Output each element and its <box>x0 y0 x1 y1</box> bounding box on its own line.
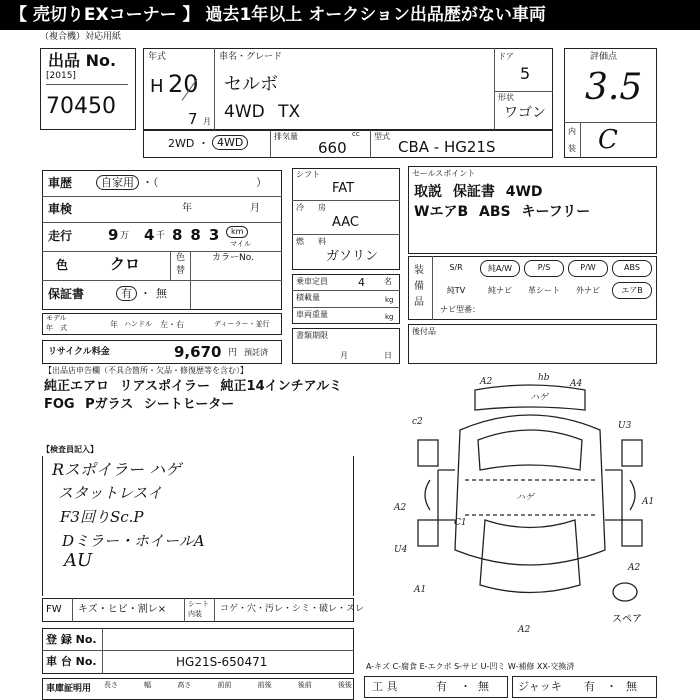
doors-value: 5 <box>520 64 531 83</box>
equip-airbag: エアB <box>612 282 652 299</box>
cert-label: 車庫証明用 <box>46 684 92 694</box>
year-month-unit: 月 <box>203 117 211 126</box>
history-label: 車歴 <box>48 176 73 190</box>
mileage-rest: 883 <box>172 226 228 244</box>
chassis-value: HG21S-650471 <box>176 655 268 669</box>
recycle-value: 9,670 <box>174 343 222 361</box>
cert-height: 高さ <box>177 681 192 689</box>
after-install-label: 後付品 <box>412 327 436 336</box>
model-year-label-bottom: 年 式 <box>46 324 67 332</box>
cert-ff: 前前 <box>217 681 232 689</box>
displacement-unit: cc <box>352 130 360 138</box>
equipment-navi-label: ナビ型番： <box>440 305 480 314</box>
doc-deadline-label: 書類期限 <box>296 331 328 340</box>
shape-label: 形状 <box>498 93 514 102</box>
fw-sheet-top: シート <box>188 600 209 608</box>
equip-ps: P/S <box>524 260 564 277</box>
shop-notes-line1: 純正エアロ リアスポイラー 純正14インチアルミ <box>44 379 343 394</box>
car-damage-diagram <box>390 370 670 640</box>
jack-sep: ・ <box>606 680 617 693</box>
mileage-sen: 4 <box>144 226 155 244</box>
mileage-man: 9 <box>108 226 119 244</box>
fw-sheet-bottom: 内装 <box>188 610 202 618</box>
registration-label: 登 録 No. <box>46 633 97 646</box>
lot-year-tag: [2015] <box>46 71 76 81</box>
equip-leather: 革シート <box>528 286 560 295</box>
car-label: 車名・グレード <box>219 52 283 62</box>
shift-label: シフト <box>296 170 320 179</box>
cert-fr: 前後 <box>257 681 272 689</box>
cert-rf: 後前 <box>297 681 312 689</box>
jack-label: ジャッキ <box>518 680 562 693</box>
mark-c2: c2 <box>412 417 423 427</box>
equip-abs: ABS <box>612 260 652 277</box>
sales-point-line2: WエアB ABS キーフリー <box>414 204 591 220</box>
interior-label-bottom: 装 <box>568 144 576 153</box>
drive-sep: ・ <box>198 137 209 150</box>
lot-number: 70450 <box>46 94 116 119</box>
sales-point-line1: 取説 保証書 4WD <box>414 184 543 200</box>
capacity-unit: 名 <box>384 277 392 286</box>
tools-yes: 有 <box>436 680 447 693</box>
inspector-label: 【検査員記入】 <box>42 445 98 454</box>
warranty-sep: ・ <box>140 287 151 300</box>
color-label: 色 <box>56 258 69 272</box>
sales-point-label: セールスポイント <box>412 169 476 178</box>
equipment-label-3: 品 <box>414 297 424 308</box>
history-close: ） <box>256 176 267 189</box>
inspection-year: 年 <box>182 203 192 214</box>
year-era: H <box>150 76 164 97</box>
model-year-handle-opts: 左・右 <box>160 320 184 329</box>
equip-tv: 純TV <box>446 286 466 295</box>
fw-label: FW <box>46 604 62 615</box>
car-grade: 4WD TX <box>224 102 301 122</box>
displacement-value: 660 <box>318 139 347 157</box>
jack-yes: 有 <box>584 680 595 693</box>
color-change-bottom: 替 <box>176 266 186 276</box>
warranty-label: 保証書 <box>48 287 85 301</box>
interior-label-top: 内 <box>568 127 576 136</box>
tools-no: 無 <box>478 680 489 693</box>
fw-items: キズ・ヒビ・割レ× <box>78 604 167 615</box>
mark-a2-top: A2 <box>480 377 493 387</box>
cert-rr: 後後 <box>337 681 352 689</box>
ac-label-bottom: 房 <box>318 203 326 212</box>
mark-c1: C1 <box>454 518 467 528</box>
recycle-note: 預託済 <box>244 348 268 357</box>
warranty-yes: 有 <box>116 286 137 301</box>
shape-value: ワゴン <box>504 105 546 121</box>
inspector-note-2: スタットレスイ <box>58 484 163 502</box>
fuel-value: ガソリン <box>326 249 379 264</box>
spare-label: スペア <box>612 614 642 625</box>
history-value: 自家用 <box>96 175 139 190</box>
mark-a2-left: A2 <box>394 503 407 513</box>
banner-text: 【 売切りEXコーナー 】 過去1年以上 オークション出品歴がない車両 <box>10 5 546 25</box>
mark-a1-right: A1 <box>642 497 655 507</box>
mark-hage-1: ハゲ <box>530 393 549 403</box>
chassis-label: 車 台 No. <box>46 655 97 668</box>
color-no-label: カラーNo. <box>212 253 254 263</box>
history-rest: ・（ <box>142 176 159 189</box>
model-year-year: 年 <box>110 320 118 329</box>
equipment-row-1 <box>436 260 656 277</box>
ac-label-top: 冷 <box>296 203 304 212</box>
ac-value: AAC <box>332 215 359 230</box>
mileage-sen-unit: 千 <box>156 231 166 241</box>
mileage-label: 走行 <box>48 229 73 243</box>
equip-ext-navi: 外ナビ <box>576 286 600 295</box>
capacity-value: 4 <box>358 276 365 289</box>
model-year-dealer: ディーラー・並行 <box>214 320 270 328</box>
shop-notes-line2: FOG Pガラス シートヒーター <box>44 397 235 412</box>
inspection-month: 月 <box>250 203 260 214</box>
displacement-label: 排気量 <box>274 132 298 141</box>
equip-pw: P/W <box>568 260 608 277</box>
equipment-label-1: 装 <box>414 265 424 276</box>
mark-a4: A4 <box>570 379 583 389</box>
mark-hage-2: ハゲ <box>516 493 535 503</box>
cert-length: 長さ <box>104 681 118 689</box>
equip-sr: S/R <box>449 263 463 272</box>
mark-u4: U4 <box>394 545 408 555</box>
mark-a2-right: A2 <box>628 563 641 573</box>
doc-deadline-month: 月 <box>340 351 348 360</box>
mileage-man-unit: 万 <box>120 231 130 241</box>
fuel-label-top: 燃 <box>296 237 304 246</box>
legend: A-キズ C-腐食 E-エクボ S-サビ U-凹ミ W-補修 XX-交換済 <box>366 662 575 671</box>
load-unit: kg <box>385 296 394 304</box>
equip-aw: 純A/W <box>480 260 520 277</box>
model-year-handle: ハンドル <box>124 320 152 328</box>
drive-opt2: 4WD <box>212 135 248 150</box>
mark-a2-bottom: A2 <box>518 625 531 635</box>
score-value: 3.5 <box>585 67 643 108</box>
model-year-label-top: モデル <box>46 314 67 322</box>
weight-unit: kg <box>385 313 394 321</box>
cert-cells <box>104 680 352 690</box>
tools-label: 工 具 <box>372 680 398 693</box>
model-label: 型式 <box>374 132 390 141</box>
cert-width: 幅 <box>144 681 152 689</box>
doc-deadline-day: 日 <box>384 351 392 360</box>
interior-value: C <box>598 125 618 155</box>
score-label: 評価点 <box>590 52 618 62</box>
inspection-label: 車検 <box>48 202 73 216</box>
car-name: セルボ <box>224 74 278 95</box>
inspector-note-1: Rスポイラー ハゲ <box>52 460 182 479</box>
color-value: クロ <box>110 255 141 273</box>
drive-opt1: 2WD <box>168 137 195 150</box>
doors-label: ドア <box>498 52 514 61</box>
mileage-unit-mile: マイル <box>230 240 251 248</box>
recycle-unit: 円 <box>228 348 238 358</box>
mark-hb: hb <box>538 373 550 383</box>
mark-a1-left: A1 <box>414 585 427 595</box>
inspector-note-3: F3回りSc.P <box>60 508 144 526</box>
inspector-note-5: AU <box>64 550 93 571</box>
tools-sep: ・ <box>460 680 471 693</box>
year-value: 20 <box>168 70 199 98</box>
top-note: （複合機）対応用紙 <box>40 32 122 42</box>
lot-label: 出品 No. <box>48 51 117 70</box>
jack-no: 無 <box>626 680 637 693</box>
year-month: 7 <box>188 110 198 128</box>
banner <box>0 0 700 30</box>
recycle-label: リサイクル料金 <box>48 347 110 357</box>
shift-value: FAT <box>332 181 355 196</box>
mileage-unit-km: km <box>226 226 248 238</box>
mark-u3: U3 <box>618 421 632 431</box>
capacity-label: 乗車定員 <box>296 277 328 286</box>
equipment-label-2: 備 <box>414 281 424 292</box>
weight-label: 車両重量 <box>296 310 328 319</box>
model-value: CBA - HG21S <box>398 138 496 156</box>
fw-items2: コゲ・穴・汚レ・シミ・破レ・スレ <box>220 604 365 614</box>
shop-notes-label: 【出品店申告欄（不具合箇所・欠品・修復歴等を含む）】 <box>44 366 248 375</box>
load-label: 積載量 <box>296 293 320 302</box>
fuel-label-bottom: 料 <box>318 237 326 246</box>
equipment-row-2 <box>436 282 656 299</box>
equip-navi: 純ナビ <box>488 286 512 295</box>
warranty-no: 無 <box>156 287 167 300</box>
year-label: 年式 <box>148 52 167 62</box>
color-change-top: 色 <box>176 253 186 263</box>
inspector-note-4: Dミラー・ホイールA <box>62 532 205 550</box>
after-install-box <box>408 324 657 364</box>
